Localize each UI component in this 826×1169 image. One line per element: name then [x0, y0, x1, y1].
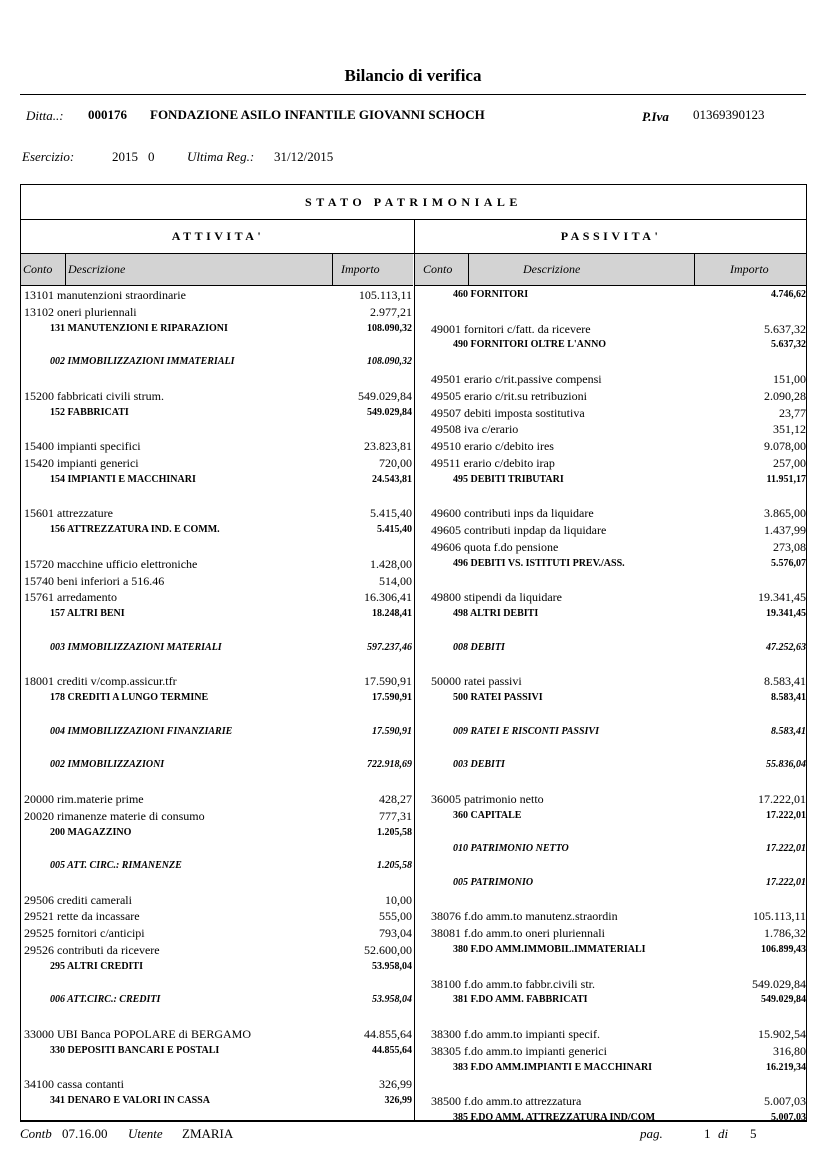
row-description: 152 FABBRICATI [50, 406, 129, 418]
spacer [431, 892, 806, 909]
account-row [24, 892, 412, 909]
spacer [24, 337, 412, 354]
row-amount: 428,27 [379, 791, 412, 806]
row-amount: 19.341,45 [766, 608, 806, 620]
pag-label: pag. [640, 1126, 663, 1141]
group-total-row [24, 992, 412, 1009]
account-row [431, 925, 806, 942]
row-amount: 106.899,43 [761, 944, 806, 956]
spacer [431, 741, 806, 758]
account-row [24, 1076, 412, 1093]
row-amount: 17.222,01 [766, 809, 806, 821]
row-description: 003 IMMOBILIZZAZIONI MATERIALI [50, 641, 222, 653]
row-description: 29521 rette da incassare [24, 909, 140, 924]
account-row [431, 505, 806, 522]
account-row [431, 976, 806, 993]
row-amount: 555,00 [379, 909, 412, 924]
page-total: 5 [750, 1126, 757, 1141]
account-row [24, 287, 412, 304]
row-amount: 23.823,81 [364, 439, 412, 454]
spacer [431, 707, 806, 724]
account-row [24, 925, 412, 942]
di-label: di [718, 1126, 729, 1141]
account-row [431, 539, 806, 556]
row-description: 33000 UBI Banca POPOLARE di BERGAMO [24, 1027, 251, 1042]
row-description: 500 RATEI PASSIVI [453, 692, 543, 704]
row-description: 200 MAGAZZINO [50, 826, 132, 838]
row-description: 15740 beni inferiori a 516.46 [24, 573, 165, 588]
row-description: 360 CAPITALE [453, 809, 522, 821]
row-amount: 16.306,41 [364, 590, 412, 605]
row-amount: 17.590,91 [372, 725, 412, 737]
row-description: 005 ATT. CIRC.: RIMANENZE [50, 860, 182, 872]
row-description: 49605 contributi inpdap da liquidare [431, 523, 607, 538]
row-description: 498 ALTRI DEBITI [453, 608, 539, 620]
spacer [431, 858, 806, 875]
row-description: 38500 f.do amm.to attrezzatura [431, 1094, 582, 1109]
row-amount: 53.958,04 [372, 994, 412, 1006]
row-amount: 5.637,32 [764, 321, 806, 336]
account-row [431, 791, 806, 808]
row-amount: 17.590,91 [372, 692, 412, 704]
ditta-code: 000176 [88, 107, 127, 122]
row-description: 29525 fornitori c/anticipi [24, 926, 145, 941]
account-row [24, 388, 412, 405]
row-amount: 151,00 [773, 371, 806, 386]
row-description: 330 DEPOSITI BANCARI E POSTALI [50, 1044, 220, 1056]
account-row [431, 908, 806, 925]
piva-label: P.Iva [642, 109, 669, 124]
col-importo-right: Importo [730, 262, 769, 276]
row-amount: 351,12 [773, 422, 806, 437]
account-row [431, 673, 806, 690]
account-row [431, 1026, 806, 1043]
subtotal-row [431, 287, 806, 304]
row-description: 004 IMMOBILIZZAZIONI FINANZIARIE [50, 725, 233, 737]
group-total-row [24, 724, 412, 741]
col-importo-left: Importo [341, 262, 380, 276]
row-description: 29506 crediti camerali [24, 892, 132, 907]
row-amount: 597.237,46 [367, 641, 412, 653]
subtotal-row [431, 808, 806, 825]
row-description: 13102 oneri pluriennali [24, 304, 137, 319]
row-description: 003 DEBITI [453, 759, 505, 771]
col-conto-left: Conto [23, 262, 53, 276]
row-amount: 9.078,00 [764, 439, 806, 454]
passivita-header: PASSIVITA' [560, 229, 662, 243]
col-sep [694, 254, 695, 285]
account-row [431, 388, 806, 405]
row-description: 295 ALTRI CREDITI [50, 960, 143, 972]
row-amount: 5.415,40 [377, 524, 412, 536]
row-description: 15200 fabbricati civili strum. [24, 388, 164, 403]
group-total-row [24, 354, 412, 371]
page-number: 1 [704, 1126, 711, 1141]
row-amount: 17.222,01 [758, 791, 806, 806]
subtotal-row [24, 321, 412, 338]
ultima-reg-label: Ultima Reg.: [187, 149, 255, 164]
row-amount: 17.222,01 [766, 843, 806, 855]
row-description: 010 PATRIMONIO NETTO [453, 843, 569, 855]
row-amount: 1.786,32 [764, 926, 806, 941]
group-total-row [431, 757, 806, 774]
account-row [431, 421, 806, 438]
spacer [24, 371, 412, 388]
spacer [24, 539, 412, 556]
spacer [24, 1009, 412, 1026]
account-row [431, 1043, 806, 1060]
row-amount: 549.029,84 [358, 388, 412, 403]
spacer [24, 489, 412, 506]
spacer [431, 774, 806, 791]
row-description: 460 FORNITORI [453, 289, 529, 300]
row-amount: 2.977,21 [370, 304, 412, 319]
page-title: Bilancio di verifica [344, 66, 482, 85]
row-amount: 8.583,41 [764, 674, 806, 689]
spacer [431, 825, 806, 842]
spacer [24, 976, 412, 993]
row-description: 178 CREDITI A LUNGO TERMINE [50, 692, 209, 704]
esercizio-num: 0 [148, 149, 155, 164]
row-amount: 1.205,58 [377, 826, 412, 838]
row-description: 381 F.DO AMM. FABBRICATI [453, 994, 588, 1006]
account-row [24, 673, 412, 690]
group-total-row [431, 875, 806, 892]
row-description: 38300 f.do amm.to impianti specif. [431, 1027, 600, 1042]
row-amount: 23,77 [779, 405, 806, 420]
ultima-reg-value: 31/12/2015 [274, 149, 334, 164]
account-row [24, 573, 412, 590]
row-description: 496 DEBITI VS. ISTITUTI PREV./ASS. [453, 557, 625, 569]
piva-value: 01369390123 [693, 107, 765, 122]
row-description: 002 IMMOBILIZZAZIONI IMMATERIALI [50, 356, 235, 368]
utente-label: Utente [128, 1126, 163, 1141]
subtotal-row [24, 405, 412, 422]
row-description: 49507 debiti imposta sostitutiva [431, 405, 585, 420]
title-divider [20, 94, 806, 95]
spacer [24, 707, 412, 724]
row-amount: 15.902,54 [758, 1027, 806, 1042]
row-description: 490 FORNITORI OLTRE L'ANNO [453, 339, 607, 351]
subtotal-row [24, 1093, 412, 1110]
account-row [24, 505, 412, 522]
row-description: 49511 erario c/debito irap [431, 455, 555, 470]
row-amount: 2.090,28 [764, 388, 806, 403]
account-row [24, 808, 412, 825]
row-amount: 549.029,84 [367, 406, 412, 418]
row-amount: 5.007,03 [764, 1094, 806, 1109]
account-row [431, 371, 806, 388]
subtotal-row [24, 522, 412, 539]
row-description: 38100 f.do amm.to fabbr.civili str. [431, 976, 595, 991]
row-description: 005 PATRIMONIO [453, 876, 534, 888]
row-amount: 8.583,41 [771, 692, 806, 704]
row-description: 383 F.DO AMM.IMPIANTI E MACCHINARI [453, 1061, 653, 1073]
passivita-column-header [415, 254, 806, 286]
row-description: 50000 ratei passivi [431, 674, 522, 689]
subtotal-row [24, 690, 412, 707]
row-amount: 777,31 [379, 808, 412, 823]
esercizio-label: Esercizio: [22, 149, 75, 164]
account-row [431, 455, 806, 472]
row-description: 006 ATT.CIRC.: CREDITI [50, 994, 161, 1006]
row-amount: 47.252,63 [766, 641, 806, 653]
account-row [24, 304, 412, 321]
row-amount: 3.865,00 [764, 506, 806, 521]
row-amount: 55.836,04 [766, 759, 806, 771]
account-row [431, 522, 806, 539]
passivita-list [431, 287, 806, 1127]
subtotal-row [431, 690, 806, 707]
row-amount: 17.222,01 [766, 876, 806, 888]
row-amount: 44.855,64 [372, 1044, 412, 1056]
subtotal-row [431, 992, 806, 1009]
row-description: 157 ALTRI BENI [50, 608, 125, 620]
row-description: 34100 cassa contanti [24, 1077, 124, 1092]
row-amount: 4.746,62 [771, 289, 806, 300]
subtotal-row [431, 606, 806, 623]
account-row [24, 438, 412, 455]
utente-value: ZMARIA [182, 1126, 234, 1141]
row-amount: 793,04 [379, 926, 412, 941]
row-description: 20020 rimanenze materie di consumo [24, 808, 205, 823]
row-amount: 52.600,00 [364, 943, 412, 958]
spacer [431, 1076, 806, 1093]
row-description: 49001 fornitori c/fatt. da ricevere [431, 321, 591, 336]
row-description: 131 MANUTENZIONI E RIPARAZIONI [50, 322, 228, 334]
row-description: 38076 f.do amm.to manutenz.straordin [431, 909, 618, 924]
spacer [24, 875, 412, 892]
spacer [24, 841, 412, 858]
esercizio-year: 2015 [112, 149, 138, 164]
spacer [431, 489, 806, 506]
account-row [24, 1026, 412, 1043]
row-amount: 1.205,58 [377, 860, 412, 872]
spacer [24, 421, 412, 438]
row-description: 49510 erario c/debito ires [431, 439, 554, 454]
row-amount: 316,80 [773, 1043, 806, 1058]
attivita-header: ATTIVITA' [171, 229, 265, 243]
row-amount: 1.437,99 [764, 523, 806, 538]
group-total-row [431, 841, 806, 858]
row-description: 38305 f.do amm.to impianti generici [431, 1043, 607, 1058]
row-description: 13101 manutenzioni straordinarie [24, 288, 186, 302]
row-description: 49505 erario c/rit.su retribuzioni [431, 388, 587, 403]
account-row [431, 1093, 806, 1110]
account-row [431, 405, 806, 422]
subtotal-row [431, 556, 806, 573]
row-description: 15420 impianti generici [24, 455, 139, 470]
contb-version: 07.16.00 [62, 1126, 108, 1141]
row-amount: 11.951,17 [766, 473, 806, 485]
row-description: 29526 contributi da ricevere [24, 943, 160, 958]
row-description: 495 DEBITI TRIBUTARI [453, 473, 564, 485]
row-amount: 549.029,84 [761, 994, 806, 1006]
spacer [431, 657, 806, 674]
row-amount: 5.415,40 [370, 506, 412, 521]
spacer [431, 623, 806, 640]
group-total-row [431, 724, 806, 741]
row-amount: 549.029,84 [752, 976, 806, 991]
row-amount: 17.590,91 [364, 674, 412, 689]
ditta-label: Ditta..: [26, 108, 64, 123]
row-amount: 8.583,41 [771, 725, 806, 737]
row-amount: 1.428,00 [370, 556, 412, 571]
row-description: 154 IMPIANTI E MACCHINARI [50, 473, 196, 485]
subtotal-row [431, 942, 806, 959]
col-conto-right: Conto [423, 262, 453, 276]
account-row [24, 942, 412, 959]
row-description: 15761 arredamento [24, 590, 117, 605]
row-amount: 44.855,64 [364, 1027, 412, 1042]
row-amount: 53.958,04 [372, 960, 412, 972]
row-amount: 24.543,81 [372, 473, 412, 485]
row-description: 15601 attrezzature [24, 506, 113, 521]
account-row [24, 791, 412, 808]
row-amount: 257,00 [773, 455, 806, 470]
row-amount: 514,00 [379, 573, 412, 588]
col-descrizione-left: Descrizione [68, 262, 126, 276]
spacer [431, 573, 806, 590]
spacer [24, 774, 412, 791]
row-description: 009 RATEI E RISCONTI PASSIVI [453, 725, 599, 737]
subtotal-row [431, 472, 806, 489]
subtotal-row [431, 1060, 806, 1077]
row-amount: 105.113,11 [752, 909, 806, 924]
row-description: 18001 crediti v/comp.assicur.tfr [24, 674, 177, 689]
group-total-row [431, 640, 806, 657]
attivita-column-header [21, 254, 413, 286]
spacer [24, 741, 412, 758]
row-description: 49800 stipendi da liquidare [431, 590, 562, 605]
col-sep [468, 254, 469, 285]
col-sep [65, 254, 66, 285]
row-description: 008 DEBITI [453, 641, 505, 653]
row-amount: 720,00 [379, 455, 412, 470]
ditta-name: FONDAZIONE ASILO INFANTILE GIOVANNI SCHOCH [150, 107, 485, 122]
row-description: 15400 impianti specifici [24, 439, 141, 454]
account-row [24, 556, 412, 573]
subtotal-row [24, 825, 412, 842]
row-amount: 108.090,32 [367, 322, 412, 334]
row-description: 002 IMMOBILIZZAZIONI [50, 759, 165, 771]
row-amount: 722.918,69 [367, 759, 412, 771]
account-row [24, 589, 412, 606]
row-amount: 5.007,03 [771, 1112, 806, 1124]
row-description: 385 F.DO AMM. ATTREZZATURA IND/COM [453, 1112, 656, 1124]
row-amount: 18.248,41 [372, 608, 412, 620]
row-amount: 326,99 [379, 1077, 412, 1092]
subtotal-row [24, 1043, 412, 1060]
group-total-row [24, 858, 412, 875]
row-description: 36005 patrimonio netto [431, 791, 544, 806]
account-row [431, 321, 806, 338]
row-amount: 108.090,32 [367, 356, 412, 368]
page-footer [20, 1121, 807, 1149]
row-description: 49600 contributi inps da liquidare [431, 506, 594, 521]
row-description: 49501 erario c/rit.passive compensi [431, 371, 602, 386]
row-description: 38081 f.do amm.to oneri pluriennali [431, 926, 605, 941]
row-amount: 10,00 [385, 892, 412, 907]
row-description: 15720 macchine ufficio elettroniche [24, 556, 198, 571]
account-row [24, 908, 412, 925]
row-amount: 19.341,45 [758, 590, 806, 605]
row-description: 20000 rim.materie prime [24, 791, 144, 806]
column-divider [414, 220, 415, 1120]
spacer [431, 1009, 806, 1026]
subtotal-row [431, 337, 806, 354]
spacer [24, 623, 412, 640]
contb-label: Contb [20, 1126, 52, 1141]
spacer [24, 657, 412, 674]
row-description: 49508 iva c/erario [431, 422, 519, 437]
row-amount: 5.576,07 [771, 557, 806, 569]
subtotal-row [24, 472, 412, 489]
row-amount: 326,99 [384, 1095, 412, 1107]
spacer [431, 354, 806, 371]
row-amount: 273,08 [773, 539, 806, 554]
spacer [431, 959, 806, 976]
attivita-list [24, 287, 412, 1110]
col-sep [332, 254, 333, 285]
row-description: 49606 quota f.do pensione [431, 539, 559, 554]
group-total-row [24, 757, 412, 774]
row-amount: 5.637,32 [771, 339, 806, 351]
section-title: STATO PATRIMONIALE [21, 185, 806, 220]
account-row [431, 438, 806, 455]
subtotal-row [24, 606, 412, 623]
group-total-row [24, 640, 412, 657]
account-row [431, 589, 806, 606]
row-amount: 105.113,11 [358, 288, 412, 302]
row-description: 156 ATTREZZATURA IND. E COMM. [50, 524, 220, 536]
row-description: 380 F.DO AMM.IMMOBIL.IMMATERIALI [453, 944, 646, 956]
spacer [431, 304, 806, 321]
spacer [24, 1060, 412, 1077]
row-description: 341 DENARO E VALORI IN CASSA [50, 1095, 210, 1107]
account-row [24, 455, 412, 472]
col-descrizione-right: Descrizione [523, 262, 581, 276]
subtotal-row [24, 959, 412, 976]
row-amount: 16.219,34 [766, 1061, 806, 1073]
